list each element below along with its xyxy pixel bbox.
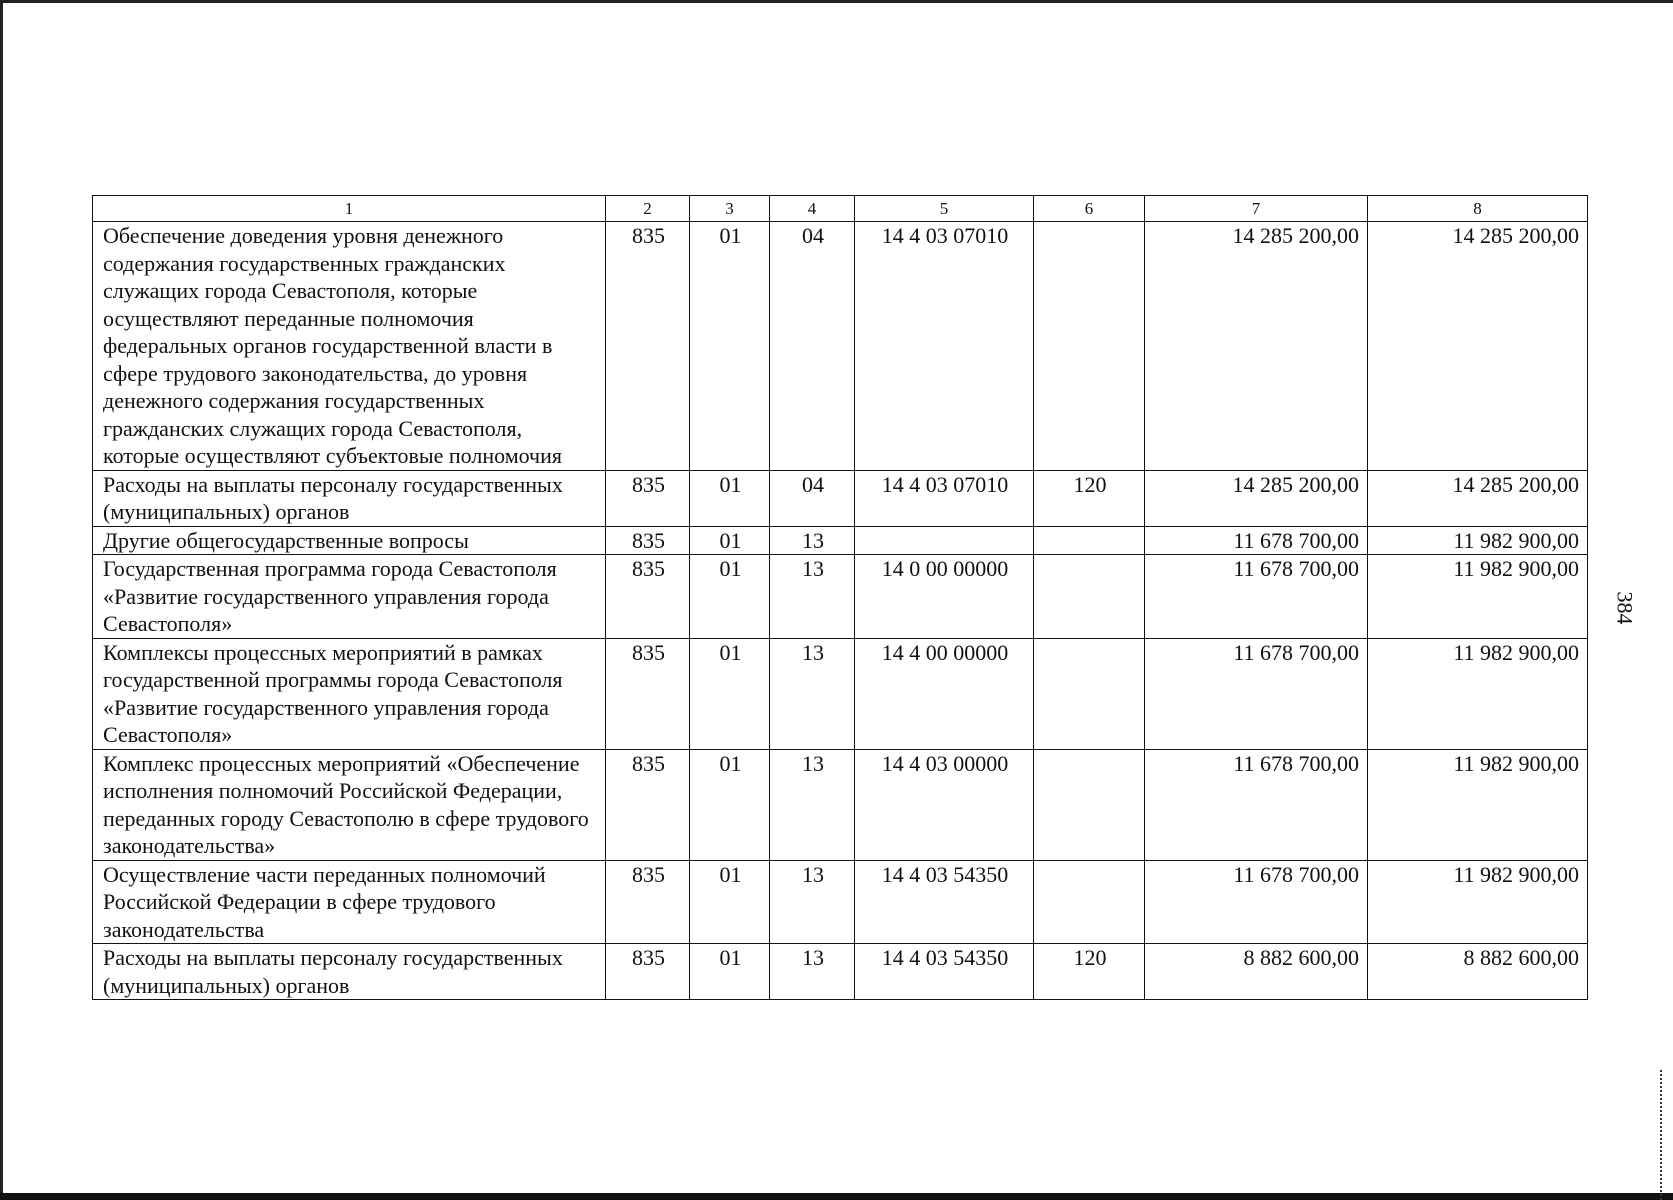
row-expense-type: 120 (1034, 470, 1145, 526)
row-section-code: 01 (690, 749, 770, 860)
header-col-2: 2 (606, 196, 690, 222)
row-section-code: 01 (690, 222, 770, 471)
row-amount-1: 11 678 700,00 (1145, 526, 1368, 555)
row-name: Другие общегосударственные вопросы (93, 526, 606, 555)
scan-edge-top (0, 0, 1673, 3)
row-expense-type: 120 (1034, 944, 1145, 1000)
row-amount-2: 11 982 900,00 (1368, 638, 1588, 749)
row-amount-2: 14 285 200,00 (1368, 222, 1588, 471)
row-section-code: 01 (690, 555, 770, 639)
page-number: 384 (1612, 591, 1638, 625)
row-name: Комплексы процессных мероприятий в рамках государственной программы города Севастополя «Развитие государственного управления города Севастополя» (93, 638, 606, 749)
table-row (93, 470, 1588, 526)
header-col-4: 4 (770, 196, 855, 222)
row-ministry-code: 835 (606, 860, 690, 944)
row-ministry-code: 835 (606, 222, 690, 471)
row-amount-1: 11 678 700,00 (1145, 860, 1368, 944)
budget-table (92, 195, 1588, 1000)
row-ministry-code: 835 (606, 944, 690, 1000)
scan-edge-bottom (0, 1193, 1673, 1200)
table-row (93, 222, 1588, 471)
row-amount-2: 8 882 600,00 (1368, 944, 1588, 1000)
row-target-code (855, 526, 1034, 555)
row-target-code: 14 4 03 54350 (855, 860, 1034, 944)
row-subsection-code: 13 (770, 749, 855, 860)
row-expense-type (1034, 749, 1145, 860)
row-subsection-code: 04 (770, 222, 855, 471)
row-section-code: 01 (690, 526, 770, 555)
row-amount-2: 11 982 900,00 (1368, 860, 1588, 944)
scan-edge-left (0, 0, 3, 1200)
header-col-7: 7 (1145, 196, 1368, 222)
row-target-code: 14 0 00 00000 (855, 555, 1034, 639)
row-amount-1: 11 678 700,00 (1145, 638, 1368, 749)
row-name: Государственная программа города Севастополя «Развитие государственного управления города Севастополя» (93, 555, 606, 639)
header-col-1: 1 (93, 196, 606, 222)
table-row (93, 526, 1588, 555)
row-amount-1: 14 285 200,00 (1145, 222, 1368, 471)
row-name: Обеспечение доведения уровня денежного содержания государственных гражданских служащих города Севастополя, которые осуществляют переданные полномочия федеральных органов государственной власти в сфере трудового законодательства, до уровня денежного содержания государственных гражданских служащих города Севастополя, которые осуществляют субъектовые полномочия (93, 222, 606, 471)
row-target-code: 14 4 03 54350 (855, 944, 1034, 1000)
row-expense-type (1034, 860, 1145, 944)
header-col-8: 8 (1368, 196, 1588, 222)
row-amount-2: 11 982 900,00 (1368, 555, 1588, 639)
row-ministry-code: 835 (606, 470, 690, 526)
row-amount-1: 8 882 600,00 (1145, 944, 1368, 1000)
row-ministry-code: 835 (606, 555, 690, 639)
row-target-code: 14 4 03 00000 (855, 749, 1034, 860)
row-ministry-code: 835 (606, 638, 690, 749)
row-section-code: 01 (690, 944, 770, 1000)
row-expense-type (1034, 222, 1145, 471)
row-target-code: 14 4 00 00000 (855, 638, 1034, 749)
row-amount-1: 14 285 200,00 (1145, 470, 1368, 526)
table-row (93, 944, 1588, 1000)
scan-edge-right (1660, 1070, 1672, 1200)
row-amount-2: 11 982 900,00 (1368, 526, 1588, 555)
header-col-5: 5 (855, 196, 1034, 222)
row-subsection-code: 13 (770, 555, 855, 639)
row-name: Расходы на выплаты персоналу государственных (муниципальных) органов (93, 470, 606, 526)
row-target-code: 14 4 03 07010 (855, 222, 1034, 471)
row-subsection-code: 04 (770, 470, 855, 526)
row-subsection-code: 13 (770, 944, 855, 1000)
table-row (93, 749, 1588, 860)
row-section-code: 01 (690, 860, 770, 944)
row-name: Осуществление части переданных полномочий Российской Федерации в сфере трудового законодательства (93, 860, 606, 944)
table-row (93, 555, 1588, 639)
row-target-code: 14 4 03 07010 (855, 470, 1034, 526)
row-section-code: 01 (690, 638, 770, 749)
header-col-3: 3 (690, 196, 770, 222)
row-expense-type (1034, 555, 1145, 639)
row-expense-type (1034, 638, 1145, 749)
row-ministry-code: 835 (606, 526, 690, 555)
row-subsection-code: 13 (770, 526, 855, 555)
row-section-code: 01 (690, 470, 770, 526)
header-row (93, 196, 1588, 222)
table-row (93, 860, 1588, 944)
row-expense-type (1034, 526, 1145, 555)
row-name: Комплекс процессных мероприятий «Обеспечение исполнения полномочий Российской Федерации, переданных городу Севастополю в сфере трудового законодательства» (93, 749, 606, 860)
row-name: Расходы на выплаты персоналу государственных (муниципальных) органов (93, 944, 606, 1000)
table-row (93, 638, 1588, 749)
row-amount-1: 11 678 700,00 (1145, 555, 1368, 639)
row-amount-1: 11 678 700,00 (1145, 749, 1368, 860)
row-subsection-code: 13 (770, 638, 855, 749)
header-col-6: 6 (1034, 196, 1145, 222)
row-ministry-code: 835 (606, 749, 690, 860)
row-amount-2: 11 982 900,00 (1368, 749, 1588, 860)
row-subsection-code: 13 (770, 860, 855, 944)
row-amount-2: 14 285 200,00 (1368, 470, 1588, 526)
